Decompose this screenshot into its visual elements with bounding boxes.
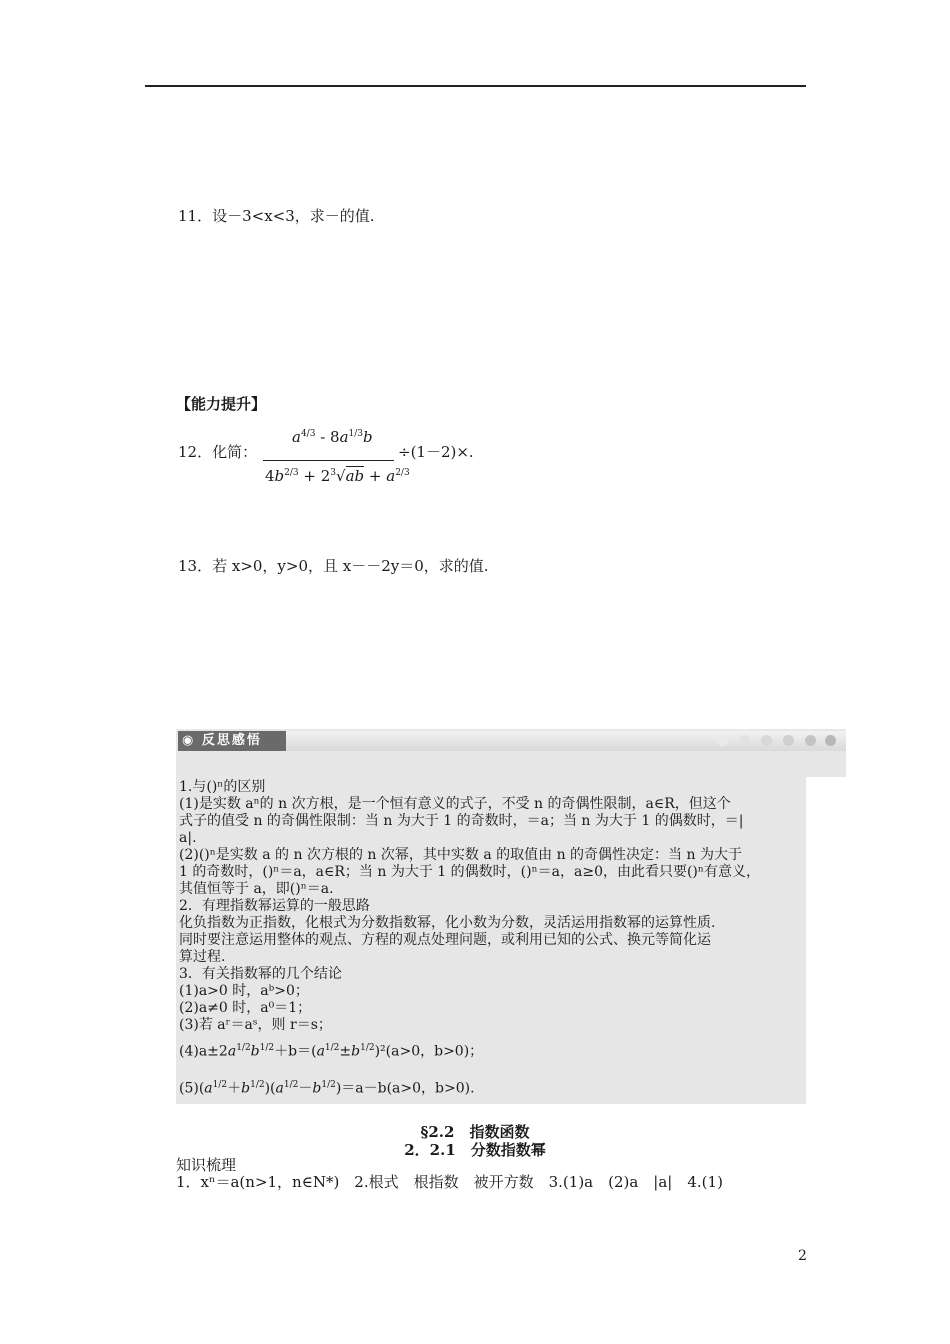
q12-num-a2-exp: 1/3 (348, 429, 364, 439)
q12-num-a: a (292, 428, 301, 446)
reflection-line: 同时要注意运用整体的观点、方程的观点处理问题，或利用已知的公式、换元等简化运 (179, 932, 711, 948)
reflection-line: (2)()ⁿ是实数 a 的 n 次方根的 n 次幂，其中实数 a 的取值由 n 的奇偶性决定：当 n 为大于 (179, 847, 742, 863)
f5-part: (5)( (179, 1080, 205, 1097)
q12-den-4: 4 (265, 467, 275, 485)
reflection-line: (1)是实数 aⁿ的 n 次方根，是一个恒有意义的式子，不受 n 的奇偶性限制，a∈R，但这个 (179, 796, 731, 812)
q12-num-a2: a (339, 428, 349, 446)
f4-part: (4)a±2 (179, 1043, 228, 1060)
top-rule (145, 85, 806, 87)
question-11: 11．设－3<x<3，求－的值. (178, 207, 375, 225)
f5-var: a (204, 1080, 213, 1097)
q12-den-a-exp: 2/3 (395, 468, 410, 478)
question-12-label: 12．化简： (178, 443, 258, 461)
f4-exp: 1/2 (360, 1043, 375, 1053)
f4-exp: 1/2 (236, 1043, 251, 1053)
f4-var: b (250, 1043, 260, 1060)
f5-part: － (298, 1080, 313, 1097)
f5-part: ＋ (227, 1080, 242, 1097)
q12-num-mid: - 8 (315, 428, 340, 446)
q12-fraction-bar (263, 460, 394, 461)
f5-var: b (241, 1080, 251, 1097)
dot-icon (739, 735, 750, 746)
f5-var: b (312, 1080, 322, 1097)
f5-var: a (275, 1080, 284, 1097)
reflection-banner-title (178, 731, 286, 751)
f5-exp: 1/2 (250, 1080, 265, 1090)
dot-icon (825, 735, 836, 746)
answers-section-title: §2.2 指数函数 (420, 1123, 530, 1141)
reflection-line: 式子的值受 n 的奇偶性限制：当 n 为大于 1 的奇数时，＝a；当 n 为大于 1 的偶数时，＝| (179, 813, 744, 829)
f4-exp: 1/2 (259, 1043, 275, 1053)
f5-exp: 1/2 (283, 1080, 299, 1090)
dot-icon (761, 735, 772, 746)
f4-var: a (316, 1043, 325, 1060)
reflection-line: (2)a≠0 时，a⁰＝1； (179, 1000, 312, 1016)
page-number: 2 (798, 1248, 807, 1264)
f5-part: )( (264, 1080, 276, 1097)
q12-den-b-exp: 2/3 (284, 468, 299, 478)
q12-radical-sign: √ (336, 467, 346, 485)
q12-radicand: ab (345, 467, 365, 485)
q12-den-mid: + 2 (298, 467, 331, 485)
reflection-line: 化负指数为正指数，化根式为分数指数幂，化小数为分数，灵活运用指数幂的运算性质. (179, 915, 716, 931)
dot-icon (783, 735, 794, 746)
question-13: 13．若 x>0，y>0，且 x－－2y＝0，求的值. (178, 557, 489, 575)
section-heading: 【能力提升】 (176, 395, 267, 413)
q12-denominator (265, 467, 410, 485)
reflection-line: 1.与()ⁿ的区别 (179, 779, 266, 795)
answers-line: 1．xⁿ＝a(n>1，n∈N*) 2.根式 根指数 被开方数 3.(1)a (2)a |a| 4.(1) (176, 1173, 723, 1191)
reflection-line: (3)若 aʳ＝aˢ，则 r＝s； (179, 1017, 332, 1033)
f4-var: b (351, 1043, 361, 1060)
dot-icon (805, 735, 816, 746)
q12-root-index: 3 (330, 468, 337, 478)
q12-num-a-exp: 4/3 (300, 429, 316, 439)
f4-var: a (227, 1043, 237, 1060)
reflection-line: (1)a>0 时，aᵇ>0； (179, 983, 309, 999)
answers-label: 知识梳理 (176, 1156, 237, 1174)
reflection-line: a|. (179, 830, 197, 846)
reflection-line: 算过程. (179, 949, 226, 965)
q12-rest: ÷(1－2)×. (398, 443, 474, 461)
q12-num-b: b (363, 428, 373, 446)
f4-part: ＋b＝( (274, 1043, 317, 1060)
f4-exp: 1/2 (324, 1043, 340, 1053)
reflection-title-text: ◉ 反思感悟 (182, 733, 262, 748)
f4-part: ± (339, 1043, 352, 1060)
q12-den-plus: + (364, 467, 387, 485)
reflection-line: 2．有理指数幂运算的一般思路 (179, 898, 370, 914)
formula-4 (179, 1040, 483, 1061)
q12-den-b: b (274, 467, 285, 485)
q12-den-a: a (386, 467, 396, 485)
f5-exp: 1/2 (321, 1080, 336, 1090)
dot-icon (717, 735, 728, 746)
formula-5 (179, 1077, 475, 1098)
reflection-line: 3．有关指数幂的几个结论 (179, 966, 342, 982)
f5-exp: 1/2 (212, 1080, 228, 1090)
reflection-line: 1 的奇数时，()ⁿ＝a，a∈R；当 n 为大于 1 的偶数时，()ⁿ＝a，a≥0，由此看只要()ⁿ有意义， (179, 864, 760, 880)
f5-part: )＝a－b(a>0，b>0). (335, 1080, 475, 1097)
reflection-line: 其值恒等于 a，即()ⁿ＝a. (179, 881, 334, 897)
answers-subsection-title: 2．2.1 分数指数幂 (404, 1141, 546, 1159)
f4-part: )²(a>0，b>0)； (374, 1043, 484, 1060)
q12-numerator (292, 428, 373, 446)
